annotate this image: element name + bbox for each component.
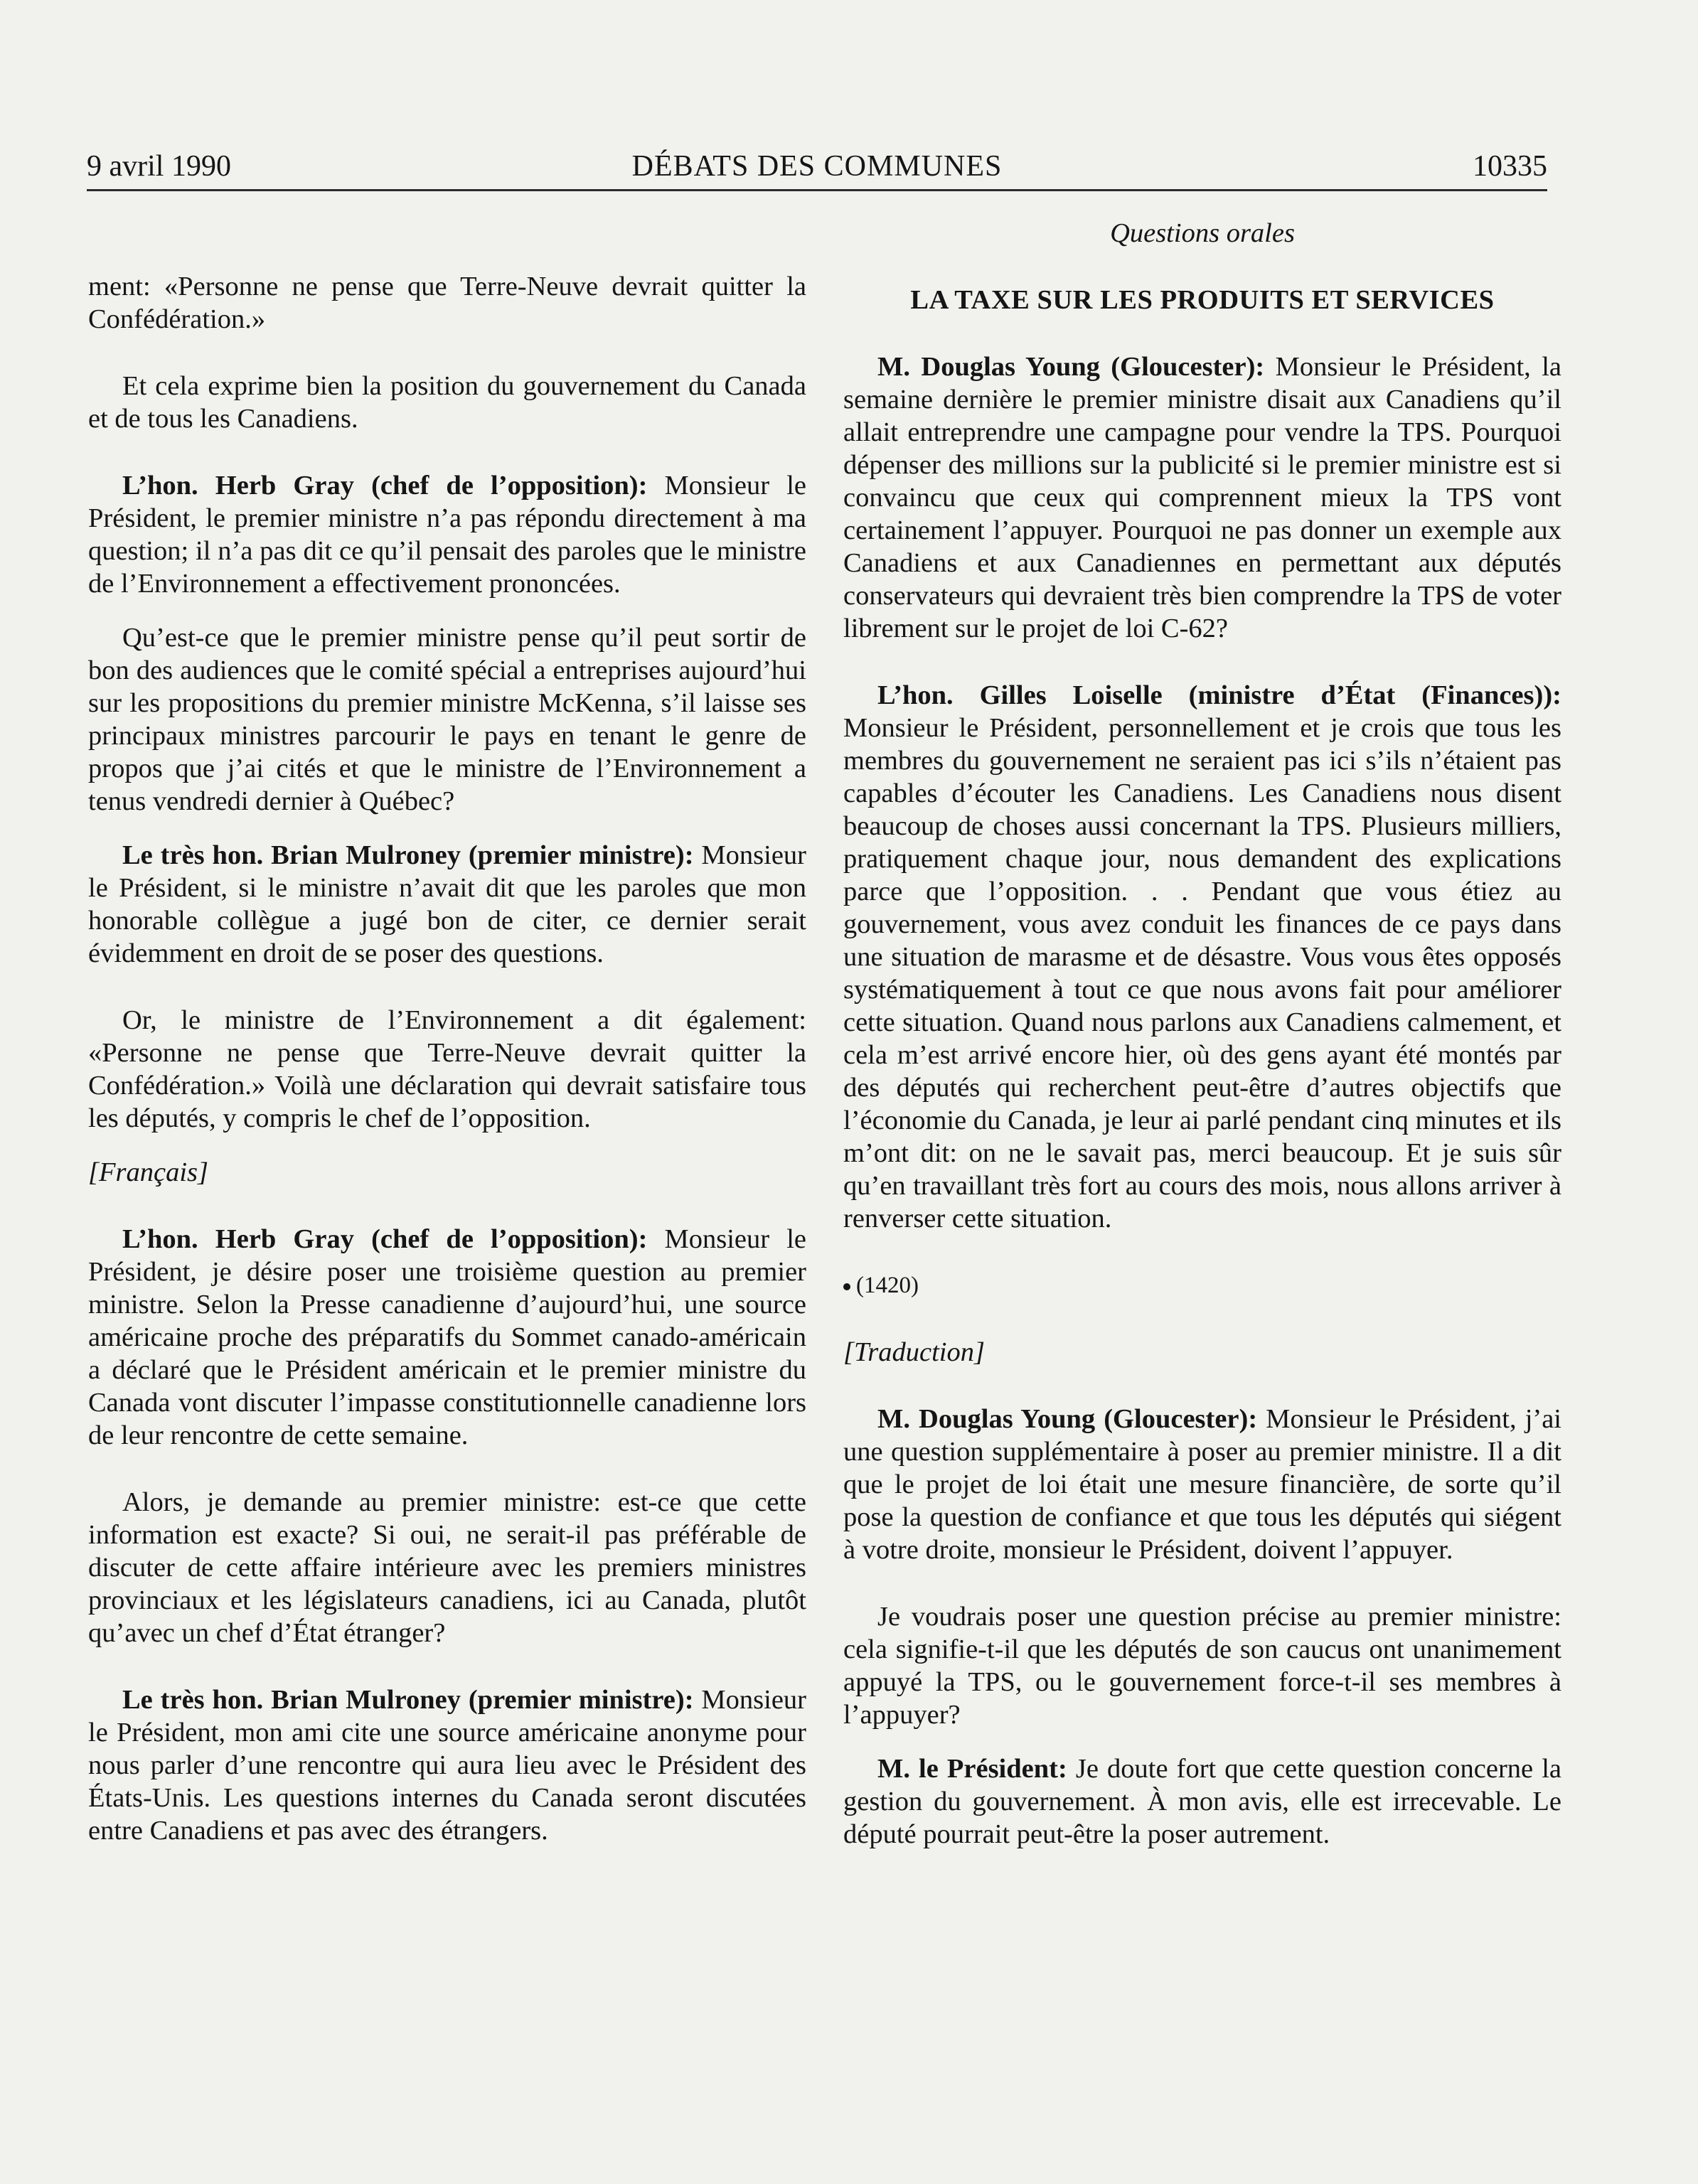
speech-text: Monsieur le Président, la semaine dernière le premier ministre disait aux Canadiens qu’il allait entreprendre une campagne pour vendre la TPS. Pourquoi dépenser des millions sur la publicité si le premier ministre est si convaincu que ceux qui comprennent mieux la TPS vont certainement l’appuyer. Pourquoi ne pas donner un exemple aux Canadiens et aux Canadiennes en permettant aux députés conservateurs qui devraient très bien comprendre la TPS de voter librement sur le projet de loi C-62? [843, 352, 1561, 643]
speech-paragraph [843, 679, 1561, 1235]
speech-text: Monsieur le Président, si le ministre n’avait dit que les paroles que mon honorable collègue a jugé bon de citer, ce dernier serait évidemment en droit de se poser des questions. [88, 840, 806, 968]
speech-text: Monsieur le Président, personnellement et je crois que tous les membres du gouvernement ne seraient pas ici s’ils n’étaient pas capables d’écouter les Canadiens. Les Canadiens nous disent beaucoup de choses aussi concernant la TPS. Plusieurs milliers, pratiquement chaque jour, nous demandent des explications parce que l’opposition. . . Pendant que vous étiez au gouvernement, vous avez conduit les finances de ce pays dans une situation de marasme et de désastre. Vous vous êtes opposés systématiquement à tout ce que nous avons fait pour améliorer cette situation. Quand nous parlons aux Canadiens calmement, et cela m’est arrivé encore hier, où des gens ayant été montés par des députés qui recherchent peut-être d’autres objectifs que l’économie du Canada, je leur ai parlé pendant cinq minutes et ils m’ont dit: on ne le savait pas, merci beaucoup. Et je suis sûr qu’en travaillant très fort au cours des mois, nous allons arriver à renverser cette situation. [843, 713, 1561, 1233]
speech-paragraph [88, 1684, 806, 1847]
speaker-name: M. Douglas Young (Gloucester): [877, 1404, 1258, 1434]
left-column [88, 270, 806, 1881]
section-heading: LA TAXE SUR LES PRODUITS ET SERVICES [910, 285, 1495, 315]
speech-text: Je doute fort que cette question concerne la gestion du gouvernement. À mon avis, elle est irrecevable. Le député pourrait peut-être la poser autrement. [843, 1754, 1561, 1849]
speech-paragraph [88, 839, 806, 970]
paragraph: Alors, je demande au premier ministre: est-ce que cette information est exacte? Si oui, ne serait-il pas préférable de discuter de cette affaire intérieure avec les premiers ministres provinciaux et les législateurs canadiens, ici au Canada, plutôt qu’avec un chef d’État étranger? [88, 1487, 806, 1648]
speech-paragraph [843, 1752, 1561, 1851]
section-label: Questions orales [1110, 218, 1295, 248]
speech-text: Monsieur le Président, je désire poser une troisième question au premier ministre. Selon la Presse canadienne d’aujourd’hui, une source américaine proche des préparatifs du Sommet canado-américain a déclaré que le Président américain et le premier ministre du Canada vont discuter l’impasse constitutionnelle canadienne lors de leur rencontre de cette semaine. [88, 1224, 806, 1450]
speech-text: Monsieur le Président, le premier ministre n’a pas répondu directement à ma question; il n’a pas dit ce qu’il pensait des paroles que le ministre de l’Environnement a effectivement prononcées. [88, 471, 806, 599]
speech-paragraph [88, 1223, 806, 1452]
header-page-number: 10335 [1473, 150, 1547, 183]
language-label [88, 1156, 806, 1189]
speech-paragraph [88, 469, 806, 600]
paragraph: Or, le ministre de l’Environnement a dit également: «Personne ne pense que Terre-Neuve devrait quitter la Confédération.» Voilà une déclaration qui devrait satisfaire tous les députés, y compris le chef de l’opposition. [88, 1005, 806, 1133]
header-title: DÉBATS DES COMMUNES [631, 150, 1003, 183]
paragraph: ment: «Personne ne pense que Terre-Neuve devrait quitter la Confédération.» [88, 272, 806, 334]
right-column [843, 217, 1561, 1885]
speaker-name: M. le Président: [877, 1754, 1067, 1784]
speaker-name: Le très hon. Brian Mulroney (premier ministre): [122, 1685, 694, 1715]
paragraph: Et cela exprime bien la position du gouvernement du Canada et de tous les Canadiens. [88, 371, 806, 434]
paragraph: Qu’est-ce que le premier ministre pense qu’il peut sortir de bon des audiences que le comité spécial a entreprises aujourd’hui sur les propositions du premier ministre McKenna, s’il laisse ses principaux ministres parcourir le pays en tenant le genre de propos que j’ai cités et que le ministre de l’Environnement a tenus vendredi dernier à Québec? [88, 623, 806, 816]
speaker-name: L’hon. Gilles Loiselle (ministre d’État (Finances)): [877, 680, 1561, 710]
speaker-name: Le très hon. Brian Mulroney (premier ministre): [122, 840, 694, 870]
language-label-text: [Français] [88, 1157, 208, 1187]
language-label [843, 1336, 1561, 1369]
paragraph: Je voudrais poser une question précise au premier ministre: cela signifie-t-il que les députés de son caucus ont unanimement appuyé la TPS, ou le gouvernement force-t-il ses membres à l’appuyer? [843, 1602, 1561, 1730]
time-marker [843, 1269, 1561, 1302]
speech-text: Monsieur le Président, j’ai une question supplémentaire à poser au premier ministre. Il a dit que le projet de loi était une mesure financière, de sorte qu’il pose la question de confiance et que tous les députés qui siégent à votre droite, monsieur le Président, doivent l’appuyer. [843, 1404, 1561, 1565]
page-header [87, 146, 1547, 191]
speech-paragraph [843, 1403, 1561, 1566]
language-label-text: [Traduction] [843, 1337, 985, 1367]
bullet-icon [843, 1283, 850, 1290]
speech-text: Monsieur le Président, mon ami cite une source américaine anonyme pour nous parler d’une rencontre qui aura lieu avec le Président des États-Unis. Les questions internes du Canada seront discutées entre Canadiens et pas avec des étrangers. [88, 1685, 806, 1846]
header-date: 9 avril 1990 [87, 150, 231, 183]
speaker-name: M. Douglas Young (Gloucester): [877, 352, 1265, 382]
speaker-name: L’hon. Herb Gray (chef de l’opposition): [122, 471, 648, 500]
speaker-name: L’hon. Herb Gray (chef de l’opposition): [122, 1224, 648, 1254]
speech-paragraph [843, 350, 1561, 645]
time-marker-text: (1420) [856, 1273, 919, 1298]
